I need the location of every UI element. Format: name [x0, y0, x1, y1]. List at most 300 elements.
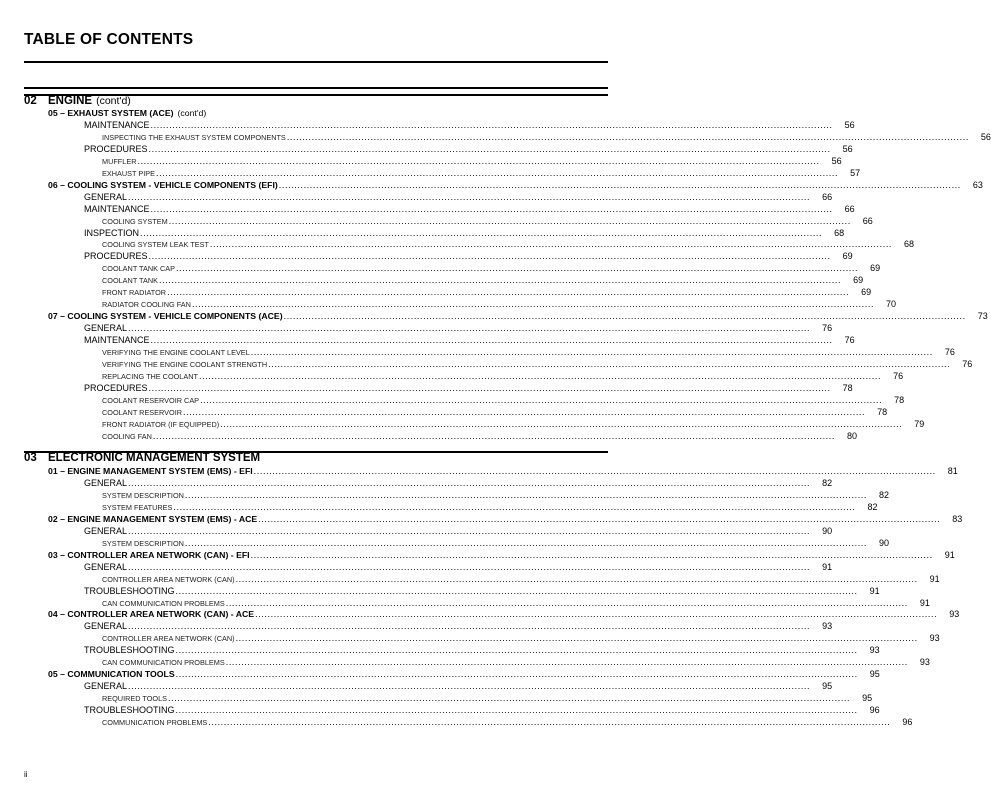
toc-dot-leader: ............................................................................................................................................................................................................................: [235, 573, 918, 584]
toc-page-number: 66: [862, 215, 873, 226]
toc-subtopic-entry[interactable]: [0, 347, 955, 359]
toc-subtopic-entry[interactable]: [0, 263, 881, 275]
toc-entry-title: 05 – EXHAUST SYSTEM (ACE): [48, 108, 174, 118]
toc-entry-leader: [0, 478, 810, 488]
toc-dot-leader: ............................................................................................................................................................................................................................: [184, 489, 868, 500]
toc-entry-title: COOLANT RESERVOIR CAP: [102, 395, 200, 405]
toc-page-number: 95: [862, 693, 873, 703]
toc-dot-leader: ............................................................................................................................................................................................................................: [176, 263, 859, 274]
toc-entry-title: CONTROLLER AREA NETWORK (CAN): [102, 574, 235, 584]
toc-entry-leader: [0, 514, 940, 524]
toc-dot-leader: ............................................................................................................................................................................................................................: [191, 299, 875, 310]
toc-entry-label: [102, 133, 286, 142]
toc-dot-leader: ............................................................................................................................................................................................................................: [148, 251, 831, 262]
toc-entry-label: [84, 681, 127, 691]
toc-dot-leader: ............................................................................................................................................................................................................................: [168, 215, 851, 226]
toc-page-number: 83: [952, 513, 963, 524]
toc-page-number: 56: [842, 143, 853, 154]
toc-topic-entry[interactable]: [0, 203, 855, 216]
toc-dot-leader: ............................................................................................................................................................................................................................: [156, 167, 839, 178]
toc-entry-label: [102, 360, 267, 369]
toc-entry-leader: [0, 251, 831, 261]
toc-entry-title: PROCEDURES: [84, 143, 148, 154]
toc-entry-label: [102, 240, 209, 249]
toc-entry-leader: [0, 180, 961, 190]
toc-page-number: 69: [861, 287, 872, 298]
toc-entry-title: VERIFYING THE ENGINE COOLANT STRENGTH: [102, 359, 268, 369]
toc-subtopic-entry[interactable]: [0, 406, 888, 419]
toc-entry-label: [84, 705, 175, 715]
toc-entry-label: [84, 144, 148, 154]
toc-entry-title: RADIATOR COOLING FAN: [102, 300, 191, 310]
toc-entry-leader: [0, 645, 858, 655]
toc-subtopic-entry[interactable]: [0, 489, 890, 502]
toc-dot-leader: ............................................................................................................................................................................................................................: [140, 227, 823, 238]
toc-entry-leader: [0, 216, 851, 226]
toc-entry-leader: [0, 681, 810, 691]
toc-entry-title: COOLANT TANK CAP: [102, 264, 175, 274]
toc-entry-title: GENERAL: [84, 561, 128, 572]
toc-page-number: 76: [822, 323, 833, 334]
toc-subtopic-entry[interactable]: [0, 717, 913, 729]
toc-page-number: 93: [919, 657, 930, 668]
toc-entry-leader: [0, 621, 810, 631]
toc-entry-leader: [0, 299, 874, 309]
toc-subtopic-entry[interactable]: [0, 501, 878, 514]
toc-entry-label: [84, 562, 127, 572]
toc-entry-label: [84, 335, 150, 345]
toc-entry-label: [102, 396, 199, 405]
title-rule-top: [24, 61, 608, 63]
toc-entry-leader: [0, 323, 810, 333]
toc-entry-label: [102, 264, 175, 273]
toc-dot-leader: ............................................................................................................................................................................................................................: [198, 370, 882, 381]
toc-entry-title: MAINTENANCE: [84, 203, 150, 214]
toc-entry-label: [102, 300, 191, 309]
toc-dot-leader: ............................................................................................................................................................................................................................: [278, 179, 961, 190]
toc-topic-entry[interactable]: [0, 621, 833, 633]
toc-entry-label: [84, 120, 150, 130]
toc-dot-leader: ............................................................................................................................................................................................................................: [168, 693, 851, 703]
toc-entry-label: [102, 420, 219, 429]
toc-subtopic-entry[interactable]: [0, 239, 915, 251]
toc-topic-entry[interactable]: [0, 120, 855, 132]
toc-dot-leader: ............................................................................................................................................................................................................................: [200, 394, 883, 405]
toc-page-number: 68: [834, 227, 845, 238]
toc-entry-title: PROCEDURES: [84, 382, 148, 393]
toc-entry-leader: [0, 586, 858, 596]
toc-entry-title: TROUBLESHOOTING: [84, 705, 175, 715]
toc-entry-title: TROUBLESHOOTING: [84, 645, 175, 656]
toc-topic-entry[interactable]: [0, 585, 880, 598]
toc-dot-leader: ............................................................................................................................................................................................................................: [220, 418, 903, 429]
toc-entry-leader: [0, 502, 856, 512]
toc-entry-title: 07 – COOLING SYSTEM - VEHICLE COMPONENTS (ACE): [48, 311, 283, 322]
toc-entry-title: PROCEDURES: [84, 251, 148, 262]
toc-entry-leader: [0, 239, 892, 249]
toc-entry-title: GENERAL: [84, 681, 128, 692]
toc-subtopic-entry[interactable]: [0, 275, 864, 287]
toc-page-number: 76: [962, 358, 973, 369]
toc-topic-entry[interactable]: [0, 477, 833, 490]
toc-subtopic-entry[interactable]: [0, 597, 930, 610]
toc-topic-entry[interactable]: [0, 335, 855, 347]
toc-entry-leader: [0, 431, 835, 441]
toc-dot-leader: ............................................................................................................................................................................................................................: [258, 513, 941, 524]
toc-entry-title: GENERAL: [84, 191, 128, 202]
toc-dot-leader: ............................................................................................................................................................................................................................: [175, 585, 858, 596]
toc-entry-leader: [0, 263, 858, 273]
toc-page-number: 91: [869, 585, 880, 596]
toc-topic-entry[interactable]: [0, 645, 880, 657]
toc-entry-label: [102, 408, 182, 417]
toc-entry-title: COOLANT RESERVOIR: [102, 407, 183, 417]
toc-entry-title: COMMUNICATION PROBLEMS: [102, 718, 208, 727]
toc-entry-leader: [0, 168, 838, 178]
toc-subtopic-entry[interactable]: [0, 215, 873, 228]
toc-dot-leader: ............................................................................................................................................................................................................................: [137, 155, 820, 166]
toc-topic-entry[interactable]: [0, 561, 833, 574]
toc-subtopic-entry[interactable]: [0, 299, 897, 311]
toc-entry-label: [102, 217, 168, 226]
toc-entry-leader: [0, 383, 831, 393]
toc-entry-leader: [0, 359, 950, 369]
toc-page-number: 90: [879, 537, 890, 548]
toc-dot-leader: ............................................................................................................................................................................................................................: [250, 347, 933, 357]
toc-entry-title: COOLANT TANK: [102, 276, 158, 286]
toc-entry-leader: [0, 657, 908, 667]
toc-entry-label: [48, 609, 254, 619]
toc-page-number: 93: [929, 633, 940, 644]
toc-entry-title: 05 – COMMUNICATION TOOLS: [48, 669, 175, 680]
toc-page-number: 73: [977, 311, 988, 322]
toc-entry-title: 03 – CONTROLLER AREA NETWORK (CAN) - EFI: [48, 549, 250, 560]
toc-entry-label: [84, 621, 127, 631]
toc-page-number: 95: [822, 681, 833, 692]
toc-entry-label: [102, 348, 250, 357]
toc-entry-leader: [0, 598, 908, 608]
toc-dot-leader: ............................................................................................................................................................................................................................: [268, 358, 951, 369]
toc-entry-title: CONTROLLER AREA NETWORK (CAN): [102, 634, 235, 644]
toc-entry-label: [102, 169, 155, 178]
toc-page-number: 78: [894, 394, 905, 405]
toc-dot-leader: ............................................................................................................................................................................................................................: [183, 406, 866, 417]
toc-dot-leader: ............................................................................................................................................................................................................................: [286, 131, 969, 142]
toc-dot-leader: ............................................................................................................................................................................................................................: [283, 311, 966, 322]
toc-entry-title: CAN COMMUNICATION PROBLEMS: [102, 598, 225, 608]
toc-dot-leader: ............................................................................................................................................................................................................................: [128, 191, 811, 202]
toc-entry-title: 04 – CONTROLLER AREA NETWORK (CAN) - ACE: [48, 609, 255, 620]
toc-subtopic-entry[interactable]: [0, 131, 991, 144]
toc-entry-title: FRONT RADIATOR (IF EQUIPPED): [102, 419, 220, 429]
toc-chapter-entry[interactable]: [0, 311, 988, 323]
toc-topic-entry[interactable]: [0, 705, 880, 717]
toc-subtopic-entry[interactable]: [0, 657, 930, 669]
toc-entry-label: [102, 575, 235, 584]
toc-topic-entry[interactable]: [0, 525, 833, 538]
toc-entry-label: [102, 634, 235, 643]
page-title: TABLE OF CONTENTS: [24, 31, 194, 48]
toc-page-number: 76: [893, 370, 904, 381]
toc-entry-title: REPLACING THE COOLANT: [102, 371, 198, 381]
section-number: 02: [24, 95, 37, 107]
toc-subtopic-entry[interactable]: [0, 573, 940, 586]
toc-subtopic-entry[interactable]: [0, 370, 904, 383]
toc-subtopic-entry[interactable]: [0, 537, 890, 550]
toc-entry-leader: [0, 192, 810, 202]
toc-entry-label: [102, 372, 198, 381]
toc-entry-title: 02 – ENGINE MANAGEMENT SYSTEM (EMS) - ACE: [48, 513, 258, 524]
toc-entry-label: [102, 658, 225, 667]
toc-entry-title: TROUBLESHOOTING: [84, 585, 175, 596]
toc-entry-leader: [0, 275, 841, 285]
toc-page-number: 82: [867, 501, 878, 512]
toc-entry-leader: [0, 705, 858, 715]
toc-chapter-entry[interactable]: [0, 609, 960, 621]
toc-entry-label: [48, 180, 278, 190]
toc-dot-leader: ............................................................................................................................................................................................................................: [128, 561, 811, 572]
footer-page-number: ii: [24, 770, 28, 779]
toc-topic-entry[interactable]: [0, 382, 853, 395]
toc-entry-leader: [0, 609, 937, 619]
toc-dot-leader: ............................................................................................................................................................................................................................: [128, 681, 811, 692]
toc-entry-title: REQUIRED TOOLS: [102, 694, 168, 703]
toc-entry-leader: [0, 287, 849, 297]
toc-entry-label: [102, 157, 136, 166]
toc-entry-leader: [0, 633, 918, 643]
toc-entry-leader: [0, 311, 966, 321]
toc-entry-leader: [0, 562, 810, 572]
toc-entry-title: SYSTEM FEATURES: [102, 502, 173, 512]
toc-entry-leader: [0, 371, 881, 381]
toc-entry-title: INSPECTING THE EXHAUST SYSTEM COMPONENTS: [102, 132, 286, 142]
toc-dot-leader: ............................................................................................................................................................................................................................: [148, 143, 831, 154]
toc-entry-label: [48, 466, 253, 476]
toc-dot-leader: ............................................................................................................................................................................................................................: [209, 239, 893, 250]
toc-entry-leader: [0, 490, 867, 500]
toc-page-number: 91: [919, 597, 930, 608]
toc-entry-label: [48, 669, 175, 679]
toc-entry-leader: [0, 132, 969, 142]
toc-page-number: 96: [869, 705, 880, 715]
toc-page-number: 82: [822, 477, 833, 488]
toc-page-number: 63: [972, 179, 983, 190]
toc-entry-label: [84, 383, 148, 393]
toc-entry-leader: [0, 407, 865, 417]
toc-entry-title: GENERAL: [84, 323, 128, 334]
toc-page-number: 91: [822, 561, 833, 572]
toc-entry-title: SYSTEM DESCRIPTION: [102, 538, 184, 548]
toc-chapter-entry[interactable]: [0, 669, 880, 681]
toc-subtopic-entry[interactable]: [0, 418, 925, 431]
toc-entry-leader: [0, 204, 833, 214]
toc-entry-title: FRONT RADIATOR: [102, 288, 167, 298]
toc-chapter-entry[interactable]: [0, 513, 963, 526]
toc-entry-label: [84, 192, 127, 202]
toc-dot-leader: ............................................................................................................................................................................................................................: [158, 275, 842, 286]
toc-entry-title: 01 – ENGINE MANAGEMENT SYSTEM (EMS) - EFI: [48, 466, 253, 476]
toc-topic-entry[interactable]: [0, 251, 853, 263]
toc-page-number: 78: [842, 382, 853, 393]
toc-page-number: 91: [929, 573, 940, 584]
toc-entry-title: COOLING SYSTEM LEAK TEST: [102, 240, 209, 250]
toc-subtopic-entry[interactable]: [0, 358, 973, 371]
toc-entry-title: GENERAL: [84, 525, 128, 536]
toc-dot-leader: ............................................................................................................................................................................................................................: [167, 287, 850, 298]
toc-dot-leader: ............................................................................................................................................................................................................................: [250, 549, 933, 560]
toc-entry-leader: [0, 335, 833, 345]
toc-page-number: 93: [869, 645, 880, 656]
toc-entry-leader: [0, 108, 508, 118]
toc-entry-leader: [0, 347, 933, 357]
toc-page-number: 81: [947, 466, 958, 476]
section-number: 03: [24, 452, 37, 464]
toc-entry-title: COOLING SYSTEM: [102, 216, 168, 226]
toc-entry-label: [48, 514, 257, 524]
toc-entry-label: [84, 478, 127, 488]
toc-entry-label: [102, 718, 207, 727]
toc-entry-label: [102, 503, 172, 512]
toc-dot-leader: ............................................................................................................................................................................................................................: [152, 430, 835, 441]
toc-entry-title: MAINTENANCE: [84, 335, 150, 345]
toc-page-number: 66: [844, 203, 855, 214]
toc-page-number: 76: [844, 335, 855, 345]
toc-entry-leader: [0, 120, 833, 130]
section-heading: [24, 452, 260, 464]
toc-subtopic-entry[interactable]: [0, 633, 940, 645]
toc-page-number: 66: [822, 191, 833, 202]
toc-entry-leader: [0, 538, 867, 548]
toc-dot-leader: ............................................................................................................................................................................................................................: [208, 717, 891, 727]
toc-page-number: 76: [944, 347, 955, 357]
toc-dot-leader: ............................................................................................................................................................................................................................: [128, 477, 811, 488]
toc-subtopic-entry[interactable]: [0, 155, 842, 168]
toc-page-number: 79: [914, 418, 925, 429]
toc-dot-leader: ............................................................................................................................................................................................................................: [225, 597, 908, 608]
toc-topic-entry[interactable]: [0, 681, 833, 693]
toc-entry-label: [84, 251, 148, 261]
toc-dot-leader: ............................................................................................................................................................................................................................: [184, 537, 868, 548]
toc-chapter-entry[interactable]: [0, 179, 983, 192]
toc-entry-label: [102, 694, 167, 703]
toc-page-number: 68: [904, 239, 915, 250]
toc-topic-entry[interactable]: [0, 227, 845, 240]
toc-entry-label: [102, 599, 225, 608]
toc-entry-title: 06 – COOLING SYSTEM - VEHICLE COMPONENTS (EFI): [48, 179, 278, 190]
toc-entry-leader: [0, 669, 858, 679]
toc-entry-title: MAINTENANCE: [84, 120, 150, 130]
toc-entry-leader: [0, 395, 882, 405]
toc-topic-entry[interactable]: [0, 191, 833, 204]
toc-entry-title: VERIFYING THE ENGINE COOLANT LEVEL: [102, 348, 250, 357]
toc-dot-leader: ............................................................................................................................................................................................................................: [255, 609, 938, 620]
toc-entry-label: [84, 586, 175, 596]
toc-entry-label: [48, 108, 206, 118]
toc-dot-leader: ............................................................................................................................................................................................................................: [150, 120, 833, 130]
toc-entry-label: [84, 228, 139, 238]
toc-entry-label: [48, 550, 250, 560]
toc-entry-leader: [0, 717, 890, 727]
toc-entry-leader: [0, 550, 933, 560]
toc-entry-label: [102, 539, 184, 548]
toc-page-number: 82: [879, 489, 890, 500]
toc-page-number: 70: [886, 299, 897, 310]
toc-entry-title: COOLING FAN: [102, 431, 152, 441]
toc-dot-leader: ............................................................................................................................................................................................................................: [175, 645, 858, 656]
toc-chapter-entry[interactable]: [0, 466, 958, 478]
toc-subtopic-entry[interactable]: [0, 430, 857, 443]
toc-page-number: 93: [949, 609, 960, 620]
toc-topic-entry[interactable]: [0, 143, 853, 156]
toc-subtopic-entry[interactable]: [0, 287, 872, 299]
toc-subtopic-entry[interactable]: [0, 693, 873, 705]
toc-entry-leader: [0, 144, 831, 154]
toc-chapter-entry[interactable]: [0, 108, 612, 120]
toc-entry-label: [84, 204, 150, 214]
toc-dot-leader: ............................................................................................................................................................................................................................: [235, 633, 918, 644]
toc-dot-leader: ............................................................................................................................................................................................................................: [150, 335, 833, 345]
toc-dot-leader: ............................................................................................................................................................................................................................: [150, 203, 833, 214]
toc-entry-title: GENERAL: [84, 621, 128, 632]
toc-subtopic-entry[interactable]: [0, 394, 905, 407]
toc-topic-entry[interactable]: [0, 323, 833, 335]
toc-entry-leader: [0, 419, 902, 429]
toc-dot-leader: ............................................................................................................................................................................................................................: [225, 657, 908, 668]
toc-entry-title: CAN COMMUNICATION PROBLEMS: [102, 658, 225, 668]
toc-page-number: 56: [844, 120, 855, 130]
toc-entry-title: MUFFLER: [102, 156, 137, 166]
toc-entry-title: EXHAUST PIPE: [102, 168, 155, 178]
section-title: ELECTRONIC MANAGEMENT SYSTEM: [48, 452, 261, 464]
toc-entry-label: [84, 526, 127, 536]
toc-page-number: 56: [831, 155, 842, 166]
toc-page-number: 56: [980, 131, 991, 142]
section-continued: (cont'd): [96, 95, 131, 107]
toc-dot-leader: ............................................................................................................................................................................................................................: [175, 705, 858, 715]
toc-subtopic-entry[interactable]: [0, 167, 861, 180]
toc-entry-label: [102, 276, 158, 285]
toc-entry-leader: [0, 574, 918, 584]
toc-dot-leader: ............................................................................................................................................................................................................................: [128, 323, 811, 334]
toc-entry-leader: [0, 693, 850, 703]
toc-page-number: 90: [822, 525, 833, 536]
toc-entry-label: [102, 432, 152, 441]
toc-page-number: 69: [842, 251, 853, 262]
toc-entry-label: [48, 311, 283, 321]
toc-page-number: 95: [869, 669, 880, 680]
toc-entry-leader: [0, 228, 822, 238]
toc-page-number: 91: [944, 549, 955, 560]
toc-entry-label: [84, 645, 175, 655]
toc-entry-label: [84, 323, 127, 333]
toc-entry-title: GENERAL: [84, 477, 128, 488]
toc-page-number: 96: [902, 717, 913, 727]
toc-page-number: 93: [822, 621, 833, 632]
toc-page-number: 80: [846, 430, 857, 441]
toc-page-number: 78: [877, 406, 888, 417]
toc-entry-leader: [0, 466, 936, 476]
toc-entry-label: [102, 491, 184, 500]
toc-entry-leader: [0, 156, 820, 166]
toc-chapter-entry[interactable]: [0, 549, 955, 562]
toc-page-number: 69: [853, 275, 864, 286]
toc-dot-leader: ............................................................................................................................................................................................................................: [128, 621, 811, 632]
toc-entry-label: [102, 288, 166, 297]
toc-dot-leader: ............................................................................................................................................................................................................................: [253, 466, 936, 476]
section-title: ENGINE: [48, 95, 93, 107]
toc-page-number: 69: [870, 263, 881, 274]
toc-page-number: 57: [850, 167, 861, 178]
